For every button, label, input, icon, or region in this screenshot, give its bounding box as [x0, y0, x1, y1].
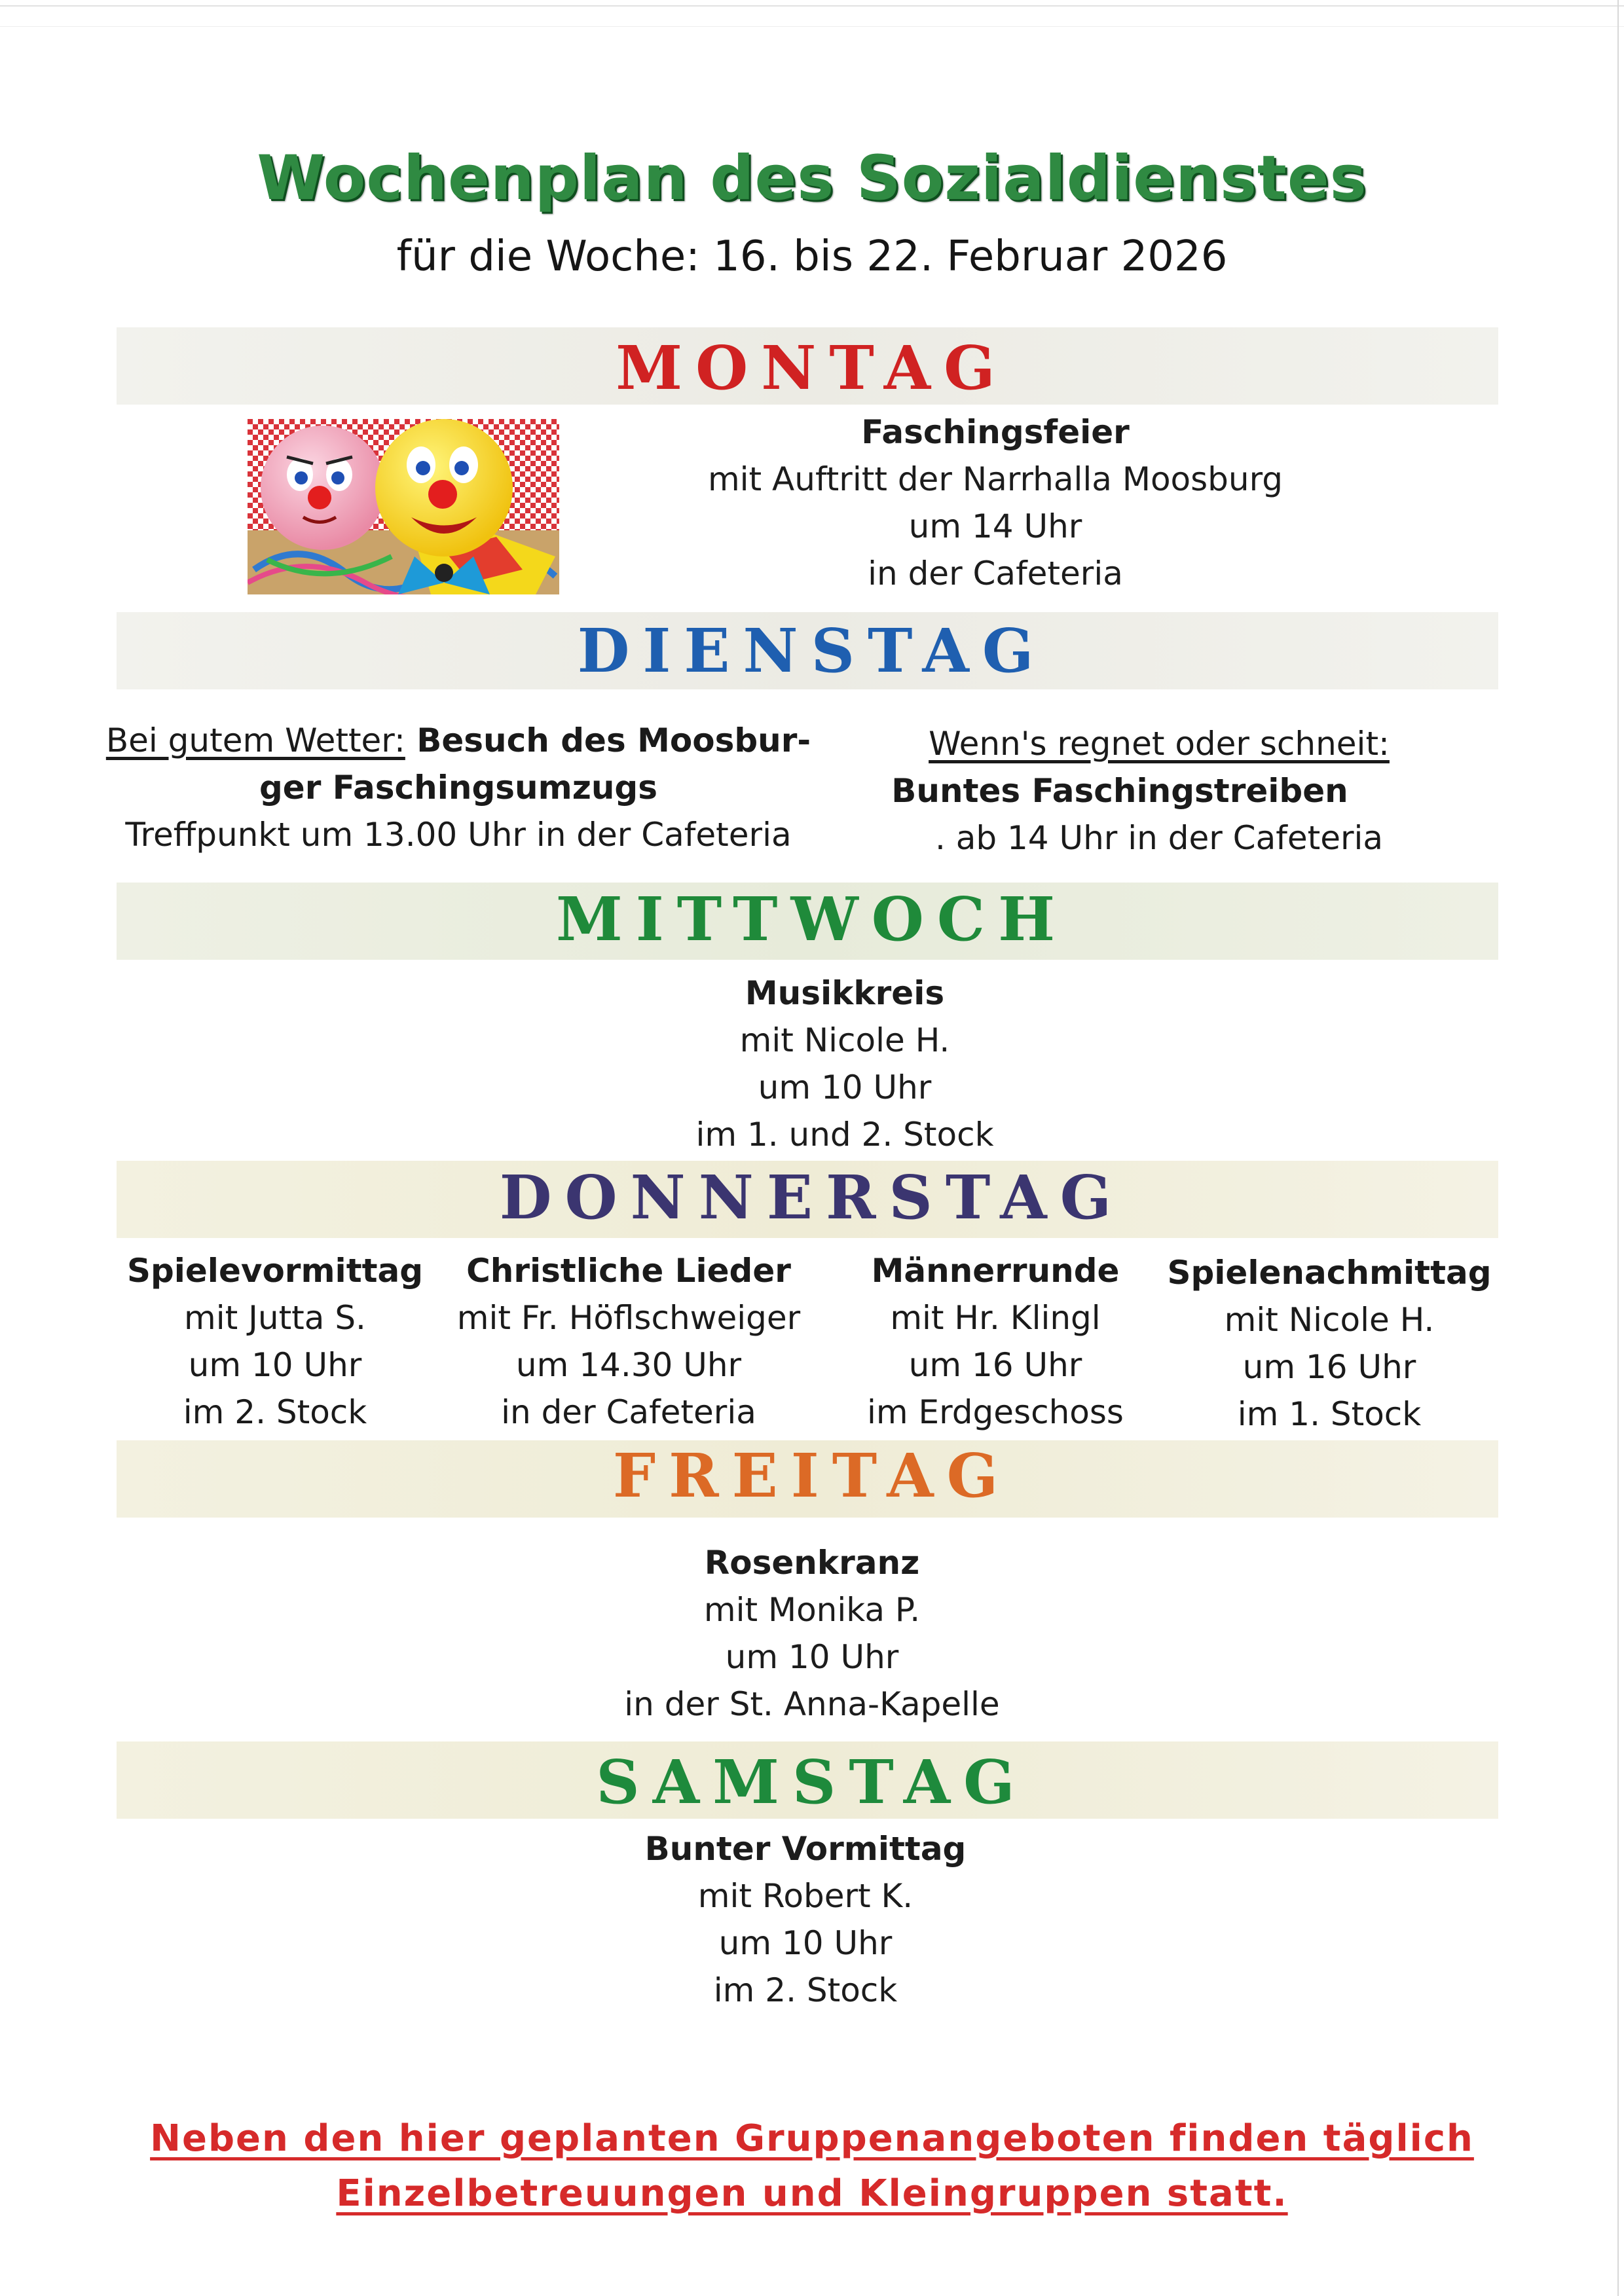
mittwoch-line-3: im 1. und 2. Stock — [695, 1116, 994, 1154]
day-heading-donnerstag: DONNERSTAG — [499, 1162, 1125, 1233]
samstag-event-title: Bunter Vormittag — [644, 1830, 967, 1868]
scan-edge-top — [0, 5, 1624, 7]
dienstag-fine-weather — [98, 717, 819, 858]
bad-weather-event: Buntes Faschingstreiben — [891, 772, 1348, 810]
montag-line-1: mit Auftritt der Narrhalla Moosburg — [707, 460, 1283, 498]
samstag-line-3: im 2. Stock — [713, 1971, 898, 2009]
donnerstag-event-1-place: im 2. Stock — [183, 1393, 367, 1431]
mittwoch-event-title: Musikkreis — [745, 974, 945, 1012]
footer-line-2: Einzelbetreuungen und Kleingruppen statt. — [336, 2172, 1288, 2215]
donnerstag-event-2-place: in der Cafeteria — [501, 1393, 756, 1431]
donnerstag-event-2-with: mit Fr. Höflschweiger — [456, 1299, 801, 1337]
day-heading-samstag: SAMSTAG — [596, 1747, 1028, 1817]
dienstag-bad-weather — [799, 720, 1519, 862]
montag-event — [367, 409, 1624, 597]
donnerstag-event-4-place: im 1. Stock — [1237, 1395, 1422, 1433]
mittwoch-line-2: um 10 Uhr — [758, 1068, 932, 1106]
footer-note — [0, 2111, 1624, 2221]
bad-weather-label: Wenn's regnet oder schneit: — [929, 725, 1390, 763]
fine-weather-event-1: Besuch des Moosbur- — [405, 721, 811, 759]
donnerstag-event-4-with: mit Nicole H. — [1224, 1301, 1435, 1339]
fine-weather-label: Bei gutem Wetter: — [105, 721, 405, 759]
donnerstag-event-3-place: im Erdgeschoss — [867, 1393, 1124, 1431]
page-title: Wochenplan des Sozialdienstes — [257, 143, 1367, 214]
donnerstag-event-4 — [1166, 1249, 1493, 1438]
donnerstag-event-1-with: mit Jutta S. — [184, 1299, 366, 1337]
donnerstag-event-2 — [432, 1247, 825, 1436]
montag-event-title: Faschingsfeier — [861, 413, 1130, 451]
donnerstag-event-1 — [118, 1247, 432, 1436]
freitag-event-title: Rosenkranz — [704, 1544, 920, 1582]
bad-weather-detail: . ab 14 Uhr in der Cafeteria — [934, 819, 1384, 857]
week-subtitle: für die Woche: 16. bis 22. Februar 2026 — [396, 232, 1228, 281]
samstag-line-1: mit Robert K. — [697, 1877, 913, 1915]
donnerstag-event-1-time: um 10 Uhr — [188, 1346, 362, 1384]
samstag-line-2: um 10 Uhr — [718, 1924, 893, 1962]
scan-edge-line — [0, 26, 1624, 27]
mittwoch-event — [33, 970, 1624, 1158]
footer-line-1: Neben den hier geplanten Gruppenangeboten finden täglich — [150, 2117, 1474, 2160]
day-heading-montag: MONTAG — [616, 333, 1008, 403]
day-heading-mittwoch: MITTWOCH — [555, 884, 1069, 955]
freitag-line-2: um 10 Uhr — [725, 1638, 899, 1676]
freitag-event — [0, 1539, 1624, 1728]
donnerstag-event-2-title: Christliche Lieder — [466, 1252, 791, 1290]
montag-line-2: um 14 Uhr — [908, 507, 1082, 545]
donnerstag-event-2-time: um 14.30 Uhr — [515, 1346, 742, 1384]
montag-line-3: in der Cafeteria — [868, 555, 1123, 592]
donnerstag-event-3-title: Männerrunde — [871, 1252, 1120, 1290]
fine-weather-event-2: ger Faschingsumzugs — [259, 769, 657, 807]
freitag-line-1: mit Monika P. — [703, 1591, 921, 1629]
donnerstag-event-3-time: um 16 Uhr — [908, 1346, 1082, 1384]
samstag-event — [0, 1825, 1617, 2014]
mittwoch-line-1: mit Nicole H. — [739, 1021, 950, 1059]
donnerstag-event-4-title: Spielenachmittag — [1167, 1254, 1492, 1292]
day-heading-dienstag: DIENSTAG — [577, 615, 1047, 686]
fine-weather-detail: Treffpunkt um 13.00 Uhr in der Cafeteria — [125, 816, 792, 854]
day-heading-freitag: FREITAG — [612, 1440, 1012, 1511]
freitag-line-3: in der St. Anna-Kapelle — [624, 1685, 1000, 1723]
donnerstag-event-4-time: um 16 Uhr — [1242, 1348, 1416, 1386]
donnerstag-event-3 — [825, 1247, 1166, 1436]
donnerstag-event-1-title: Spielevormittag — [126, 1252, 424, 1290]
donnerstag-event-3-with: mit Hr. Klingl — [890, 1299, 1101, 1337]
